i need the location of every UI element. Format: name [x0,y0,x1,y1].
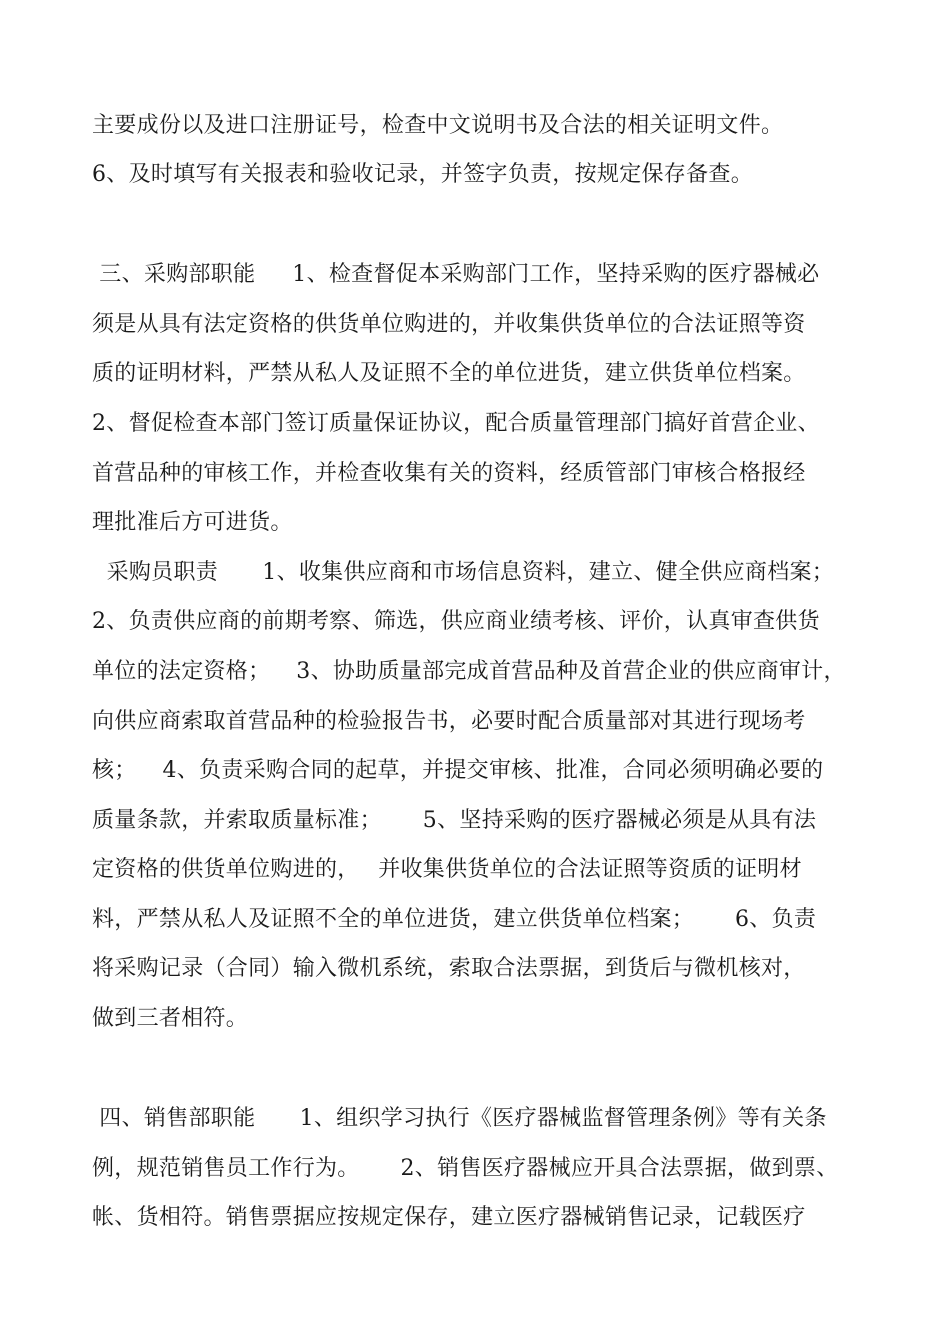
text-line-10: 2、负责供应商的前期考察、筛选，供应商业绩考核、评价，认真审查供货 [92,609,820,634]
text-line-1: 主要成份以及进口注册证号，检查中文说明书及合法的相关证明文件。 [92,113,784,138]
text-line-7: 首营品种的审核工作，并检查收集有关的资料，经质管部门审核合格报经 [92,461,806,486]
section-heading-purchaser-duties: 采购员职责 1、收集供应商和市场信息资料，建立、健全供应商档案； [92,560,835,585]
text-line-18: 做到三者相符。 [92,1006,249,1031]
text-line-13: 核； 4、负责采购合同的起草，并提交审核、批准，合同必须明确必要的 [92,758,824,783]
text-line-6: 2、督促检查本部门签订质量保证协议，配合质量管理部门搞好首营企业、 [92,411,820,436]
text-line-5: 质的证明材料，严禁从私人及证照不全的单位进货，建立供货单位档案。 [92,361,806,386]
text-line-17: 将采购记录（合同）输入微机系统，索取合法票据，到货后与微机核对， [92,956,806,981]
text-line-12: 向供应商索取首营品种的检验报告书，必要时配合质量部对其进行现场考 [92,709,806,734]
text-line-15: 定资格的供货单位购进的， 并收集供货单位的合法证照等资质的证明材 [92,857,802,882]
text-line-8: 理批准后方可进货。 [92,510,293,535]
text-line-4: 须是从具有法定资格的供货单位购进的，并收集供货单位的合法证照等资 [92,312,806,337]
text-line-11: 单位的法定资格； 3、协助质量部完成首营品种及首营企业的供应商审计， [92,659,846,684]
text-line-14: 质量条款，并索取质量标准； 5、坚持采购的医疗器械必须是从具有法 [92,808,817,833]
section-heading-purchasing-dept: 三、采购部职能 1、检查督促本采购部门工作，坚持采购的医疗器械必 [92,262,820,287]
section-heading-sales-dept: 四、销售部职能 1、组织学习执行《医疗器械监督管理条例》等有关条 [92,1106,827,1131]
text-line-21: 帐、货相符。销售票据应按规定保存，建立医疗器械销售记录，记载医疗 [92,1205,806,1230]
text-line-2: 6、及时填写有关报表和验收记录，并签字负责，按规定保存备查。 [92,162,753,187]
text-line-20: 例，规范销售员工作行为。 2、销售医疗器械应开具合法票据，做到票、 [92,1156,839,1181]
text-line-16: 料，严禁从私人及证照不全的单位进货，建立供货单位档案； 6、负责 [92,907,817,932]
